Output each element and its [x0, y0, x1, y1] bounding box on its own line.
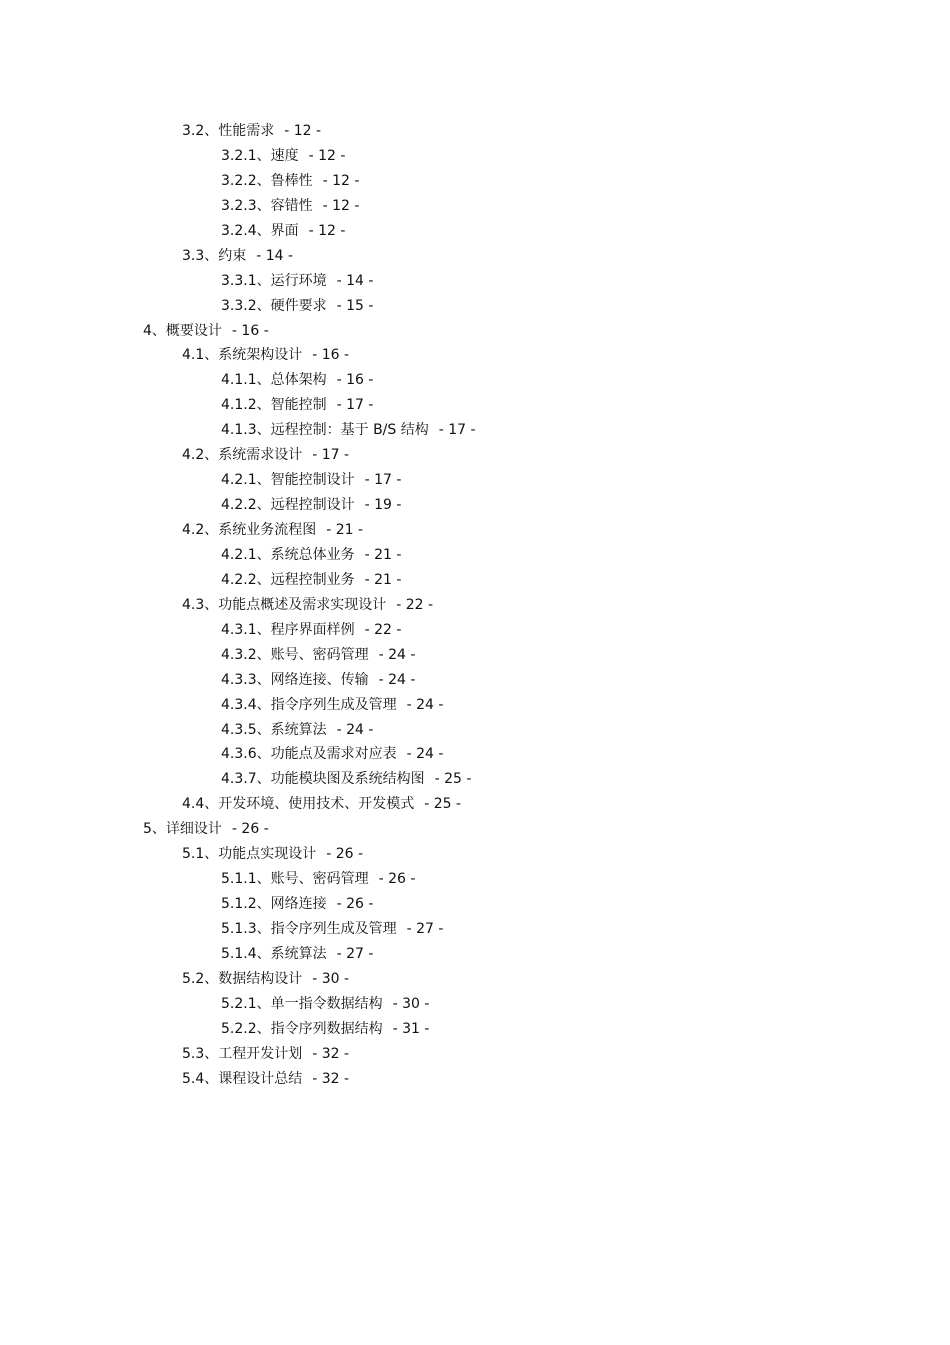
toc-entry-title: 5.2.1、单一指令数据结构 — [221, 995, 383, 1012]
toc-entry-page: - 24 - — [336, 721, 374, 738]
toc-entry[interactable] — [0, 817, 950, 842]
toc-entry[interactable] — [0, 1017, 950, 1042]
toc-entry-page: - 31 - — [392, 1020, 430, 1037]
toc-entry[interactable] — [0, 942, 950, 967]
toc-entry-page: - 22 - — [396, 596, 434, 613]
toc-entry[interactable] — [0, 792, 950, 817]
toc-entry-title: 4.3.4、指令序列生成及管理 — [221, 696, 397, 713]
table-of-contents — [0, 119, 950, 1092]
toc-entry-page: - 30 - — [312, 970, 350, 987]
toc-entry-page: - 14 - — [256, 247, 294, 264]
toc-entry-page: - 15 - — [336, 297, 374, 314]
toc-entry-page: - 26 - — [378, 871, 416, 888]
toc-entry-page: - 16 - — [231, 322, 269, 339]
toc-entry-page: - 12 - — [322, 172, 360, 189]
toc-entry-title: 4.1.3、远程控制：基于 B/S 结构 — [221, 422, 429, 439]
toc-entry[interactable] — [0, 194, 950, 219]
toc-entry-page: - 21 - — [364, 546, 402, 563]
toc-entry[interactable] — [0, 593, 950, 618]
toc-entry[interactable] — [0, 269, 950, 294]
toc-entry-page: - 16 - — [312, 347, 350, 364]
toc-entry-page: - 26 - — [326, 846, 364, 863]
toc-entry-page: - 17 - — [336, 397, 374, 414]
toc-entry-page: - 26 - — [231, 821, 269, 838]
toc-entry-page: - 14 - — [336, 272, 374, 289]
toc-entry-page: - 26 - — [336, 896, 374, 913]
toc-entry-page: - 12 - — [284, 123, 322, 139]
toc-entry-title: 4.3.2、账号、密码管理 — [221, 646, 369, 663]
toc-entry-page: - 21 - — [364, 571, 402, 588]
toc-entry-title: 4.3.1、程序界面样例 — [221, 621, 355, 638]
toc-entry-page: - 24 - — [406, 746, 444, 763]
toc-entry-title: 5.1.1、账号、密码管理 — [221, 871, 369, 888]
toc-entry-page: - 24 - — [378, 671, 416, 688]
toc-entry-page: - 22 - — [364, 621, 402, 638]
toc-entry-page: - 25 - — [424, 796, 462, 813]
toc-entry-page: - 32 - — [312, 1045, 350, 1062]
toc-entry-page: - 19 - — [364, 497, 402, 514]
toc-entry[interactable] — [0, 992, 950, 1017]
toc-entry-title: 3.3、约束 — [182, 247, 247, 264]
toc-entry-title: 5.2.2、指令序列数据结构 — [221, 1020, 383, 1037]
toc-entry[interactable] — [0, 767, 950, 792]
toc-entry-title: 4.2.2、远程控制设计 — [221, 497, 355, 514]
toc-entry[interactable] — [0, 693, 950, 718]
toc-entry[interactable] — [0, 543, 950, 568]
toc-entry[interactable] — [0, 892, 950, 917]
toc-entry[interactable] — [0, 917, 950, 942]
toc-entry-page: - 17 - — [438, 422, 476, 439]
toc-entry-title: 4.3.7、功能模块图及系统结构图 — [221, 771, 425, 788]
toc-entry[interactable] — [0, 443, 950, 468]
toc-entry-title: 3.2.1、速度 — [221, 147, 299, 164]
toc-entry-page: - 12 - — [308, 222, 346, 239]
toc-entry-page: - 24 - — [406, 696, 444, 713]
toc-entry-page: - 21 - — [326, 522, 364, 538]
toc-entry[interactable] — [0, 1067, 950, 1092]
toc-entry[interactable] — [0, 493, 950, 518]
toc-entry-page: - 17 - — [364, 472, 402, 489]
toc-entry[interactable] — [0, 319, 950, 344]
toc-entry-title: 5.1、功能点实现设计 — [182, 846, 317, 863]
toc-entry-title: 4.2、系统业务流程图 — [182, 522, 317, 538]
toc-entry[interactable] — [0, 219, 950, 244]
toc-entry-page: - 32 - — [312, 1070, 350, 1087]
toc-entry[interactable] — [0, 468, 950, 493]
toc-entry-title: 3.3.1、运行环境 — [221, 272, 327, 289]
toc-entry[interactable] — [0, 568, 950, 593]
toc-entry-title: 3.2.2、鲁棒性 — [221, 172, 313, 189]
toc-entry[interactable] — [0, 144, 950, 169]
toc-entry-title: 5.4、课程设计总结 — [182, 1070, 303, 1087]
toc-entry-title: 4.2、系统需求设计 — [182, 447, 303, 464]
toc-entry-page: - 27 - — [406, 921, 444, 937]
toc-entry[interactable] — [0, 343, 950, 368]
toc-entry[interactable] — [0, 668, 950, 693]
toc-entry-page: - 12 - — [308, 147, 346, 164]
toc-entry-title: 5.3、工程开发计划 — [182, 1045, 303, 1062]
toc-entry-title: 5.1.3、指令序列生成及管理 — [221, 921, 397, 937]
toc-entry-title: 4.2.2、远程控制业务 — [221, 571, 355, 588]
toc-entry[interactable] — [0, 244, 950, 269]
toc-entry[interactable] — [0, 842, 950, 867]
toc-entry-title: 5.1.2、网络连接 — [221, 896, 327, 913]
toc-entry-title: 3.2.3、容错性 — [221, 197, 313, 214]
toc-entry[interactable] — [0, 418, 950, 443]
toc-entry[interactable] — [0, 368, 950, 393]
toc-entry[interactable] — [0, 518, 950, 543]
toc-entry-page: - 30 - — [392, 995, 430, 1012]
toc-entry-page: - 24 - — [378, 646, 416, 663]
toc-entry-title: 3.2.4、界面 — [221, 222, 299, 239]
toc-entry-title: 5.1.4、系统算法 — [221, 945, 327, 962]
toc-entry-title: 4.3.3、网络连接、传输 — [221, 671, 369, 688]
toc-entry-title: 4、概要设计 — [143, 322, 222, 339]
toc-entry[interactable] — [0, 867, 950, 892]
toc-entry-page: - 12 - — [322, 197, 360, 214]
toc-entry[interactable] — [0, 119, 950, 144]
toc-entry-title: 4.4、开发环境、使用技术、开发模式 — [182, 796, 415, 813]
toc-entry-title: 5、详细设计 — [143, 821, 222, 838]
toc-entry-title: 3.3.2、硬件要求 — [221, 297, 327, 314]
toc-entry-title: 4.2.1、智能控制设计 — [221, 472, 355, 489]
toc-entry-title: 5.2、数据结构设计 — [182, 970, 303, 987]
toc-entry[interactable] — [0, 393, 950, 418]
toc-entry[interactable] — [0, 169, 950, 194]
toc-entry[interactable] — [0, 967, 950, 992]
toc-entry-page: - 27 - — [336, 945, 374, 962]
toc-entry[interactable] — [0, 643, 950, 668]
toc-entry-page: - 17 - — [312, 447, 350, 464]
toc-entry-title: 4.1、系统架构设计 — [182, 347, 303, 364]
toc-entry-title: 4.1.1、总体架构 — [221, 372, 327, 389]
toc-entry[interactable] — [0, 294, 950, 319]
toc-entry-title: 4.3、功能点概述及需求实现设计 — [182, 596, 387, 613]
toc-entry-title: 4.3.6、功能点及需求对应表 — [221, 746, 397, 763]
toc-entry-title: 4.2.1、系统总体业务 — [221, 546, 355, 563]
toc-entry[interactable] — [0, 1042, 950, 1067]
toc-entry-page: - 16 - — [336, 372, 374, 389]
toc-entry-title: 4.3.5、系统算法 — [221, 721, 327, 738]
toc-entry-page: - 25 - — [434, 771, 472, 788]
toc-entry[interactable] — [0, 718, 950, 743]
toc-entry[interactable] — [0, 618, 950, 643]
toc-entry-title: 4.1.2、智能控制 — [221, 397, 327, 414]
toc-entry-title: 3.2、性能需求 — [182, 123, 275, 139]
toc-entry[interactable] — [0, 742, 950, 767]
